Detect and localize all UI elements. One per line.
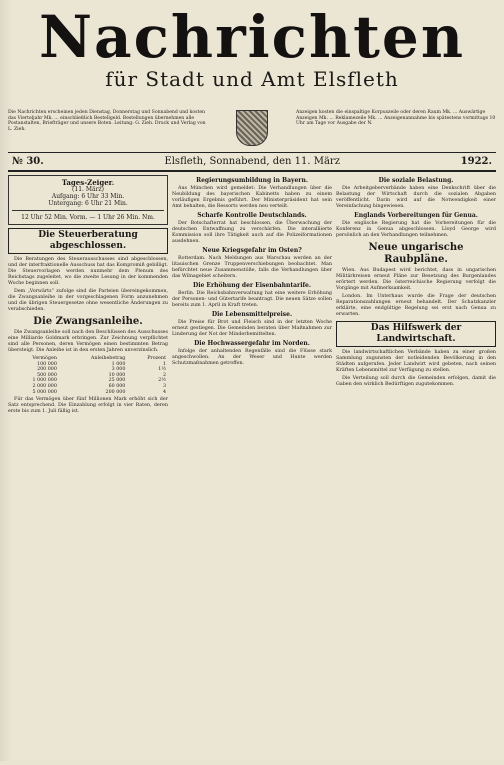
newspaper-subtitle: für Stadt und Amt Elsfleth — [105, 67, 399, 91]
table-cell: 5 000 000 — [32, 389, 57, 395]
article-text: Infolge der anhaltenden Regenfälle sind die Flüsse stark angeschwollen. An der Weser und Hunte werden Schutzmaßnahmen getroffen. — [172, 349, 332, 366]
masthead-info — [8, 110, 496, 153]
article-text: Die Zwangsanleihe soll nach den Beschlüssen des Ausschusses eine Milliarde Goldmark erbringen. Zur Zeichnung verpflichtet sind alle Personen, deren Vermögen einen bestimmten Betrag übersteigt. Die Anleihe ist in den ersten Jahren unverzinslich. — [8, 330, 168, 353]
headline-food-prices: Die Lebensmittelpreise. — [211, 311, 293, 318]
article-text: Dem „Vorwärts“ zufolge sind die Parteien übereingekommen, die Zwangsanleihe in der vorgeschlagenen Form anzunehmen und die übrigen Steuergesetze ohne wesentliche Änderungen zu verabschieden. — [8, 289, 168, 312]
headline-flood: Die Hochwassergefahr im Norden. — [194, 340, 310, 347]
sunrise-line: Aufgang: 6 Uhr 33 Min. — [51, 193, 125, 200]
table-cell: 100 000 — [37, 361, 57, 367]
dateline — [8, 153, 496, 172]
table-cell: 1 — [162, 361, 166, 367]
article-text: Die Verteilung soll durch die Gemeinden erfolgen, damit die Gaben den wirklich Bedürftigen zugutekommen. — [336, 376, 496, 387]
newspaper-title: Nachrichten — [38, 3, 466, 71]
article-text: Die Beratungen des Steuerausschusses sind abgeschlossen, und der interfraktionelle Ausschuss hat das Kompromiß gebilligt. Die Steuervorlagen werden nunmehr dem Plenum des Reichstags zugeleitet, wo die zweite Lesung in der kommenden Woche beginnen soll. — [8, 257, 168, 286]
table-cell: 500 000 — [37, 372, 57, 378]
table-cell: 3 000 — [111, 367, 126, 373]
issue-date: Elsfleth, Sonnabend, den 11. März — [164, 156, 340, 167]
article-text: Die englische Regierung hat die Vorbereitungen für die Konferenz in Genua abgeschlossen. Lloyd George wird persönlich an den Verhandlungen teilnehmen. — [336, 221, 496, 238]
headline-war-danger: Neue Kriegsgefahr im Osten? — [202, 247, 302, 254]
day-indicator-date: (11. März) — [72, 186, 104, 193]
headline-forced-loan: Die Zwangsanleihe. — [33, 316, 143, 327]
day-indicator-box — [8, 175, 168, 225]
headline-agriculture: Das Hilfswerk der Landwirtschaft. — [336, 321, 496, 347]
table-cell: 60 000 — [108, 383, 126, 389]
table-header: Anleihebetrag — [90, 356, 126, 361]
article-text: London. Im Unterhaus wurde die Frage der deutschen Reparationszahlungen erneut behandelt. Der Schatzkanzler erklärte, eine endgültige Regelung sei erst nach Genua zu erwarten. — [336, 294, 496, 317]
headline-railway: Die Erhöhung der Eisenbahntarife. — [193, 282, 311, 289]
table-cell: 25 000 — [108, 378, 126, 384]
article-text: Rotterdam. Nach Meldungen aus Warschau werden an der litauischen Grenze Truppenverschiebungen beobachtet. Man befürchtet neue Zusammenstöße, falls die Verhandlungen über das Wilnagebiet scheitern. — [172, 256, 332, 279]
table-cell: 2 — [162, 372, 166, 378]
headline-social: Die soziale Belastung. — [378, 177, 454, 184]
masthead — [8, 3, 496, 106]
issue-number: № 30. — [12, 156, 44, 167]
table-cell: 1 000 — [111, 361, 126, 367]
headline-tax: Die Steuerberatung abgeschlossen. — [8, 228, 168, 254]
table-cell: 4 — [162, 389, 166, 395]
table-cell: 1½ — [158, 367, 166, 373]
table-cell: 3 — [162, 383, 166, 389]
column-2 — [172, 175, 332, 765]
article-text: Aus München wird gemeldet: Die Verhandlungen über die Neubildung des bayerischen Kabinetts haben zu einem vorläufigen Ergebnis geführt. Der Ministerpräsident hat sein Amt behalten, die Ressorts werden neu verteilt. — [172, 186, 332, 209]
table-cell: 1 000 000 — [32, 378, 57, 384]
article-text: Die Arbeitgeberverbände haben eine Denkschrift über die Belastung der Wirtschaft durch die sozialen Abgaben veröffentlicht. Darin wird auf die Notwendigkeit einer Vereinfachung hingewiesen. — [336, 186, 496, 209]
table-row — [8, 390, 168, 396]
headline-hungary: Neue ungarische Raubpläne. — [368, 242, 464, 265]
headline-genoa: Englands Vorbereitungen für Genua. — [354, 212, 478, 219]
column-3 — [336, 175, 496, 765]
coat-of-arms-icon — [236, 110, 268, 146]
table-header: Vermögen — [32, 356, 57, 361]
issue-year: 1922. — [460, 156, 492, 167]
table-cell: 2½ — [158, 378, 166, 384]
loan-rate-table — [8, 356, 168, 395]
table-cell: 2 000 000 — [32, 383, 57, 389]
subscription-info: Die Nachrichten erscheinen jeden Dienstag, Donnerstag und Sonnabend und kosten das Vierteljahr Mk. ... einschließlich Bestellgeld. Bestellungen übernehmen alle Postanstalten, Briefträger und unsere Boten. Leitung: G. Zieh. Druck und Verlag von L. Zieh. — [8, 110, 206, 132]
article-text: Die Preise für Brot und Fleisch sind in der letzten Woche erneut gestiegen. Die Gemeinden beraten über Maßnahmen zur Linderung der Not der Minderbemittelten. — [172, 320, 332, 337]
article-text: Berlin. Die Reichsbahnverwaltung hat eine weitere Erhöhung der Personen- und Gütertarife beantragt. Die neuen Sätze sollen bereits zum 1. April in Kraft treten. — [172, 291, 332, 308]
article-columns — [8, 175, 496, 765]
advertising-info: Anzeigen kosten die einspaltige Korpuszeile oder deren Raum Mk. ... Auswärtige Anzeigen Mk. ... Reklamezeile Mk. ... Anzeigenannahme bis spätestens vormittags 10 Uhr am Tage vor Ausgabe der N. — [296, 110, 496, 127]
table-header: Prozent — [147, 356, 166, 361]
table-cell: 10 000 — [108, 372, 126, 378]
article-text: Für das Vermögen über fünf Millionen Mark erhöht sich der Satz entsprechend. Die Einzahlung erfolgt in vier Raten, deren erste bis zum 1. Juli fällig ist. — [8, 397, 168, 415]
day-indicator-title: Tages-Zeiger. — [61, 178, 115, 187]
headline-bavaria: Regierungsumbildung in Bayern. — [196, 177, 308, 184]
article-text: Die landwirtschaftlichen Verbände haben zu einer großen Sammlung zugunsten der notleidenden Bevölkerung in den Städten aufgerufen. Jeder Landwirt wird gebeten, nach seinen Kräften Lebensmittel zur Verfügung zu stellen. — [336, 350, 496, 373]
column-1 — [8, 175, 168, 765]
tide-line: 12 Uhr 52 Min. Vorm. — 1 Uhr 26 Min. Nm. — [21, 214, 155, 221]
article-text: Der Botschafterrat hat beschlossen, die Überwachung der deutschen Entwaffnung zu verschärfen. Die interalliierte Kommission soll ihre Tätigkeit auch auf die Polizeiformationen ausdehnen. — [172, 221, 332, 244]
table-cell: 200 000 — [105, 389, 126, 395]
table-cell: 200 000 — [37, 367, 57, 373]
headline-control: Scharfe Kontrolle Deutschlands. — [197, 212, 307, 219]
sunset-line: Untergang: 6 Uhr 21 Min. — [48, 200, 128, 207]
article-text: Wien. Aus Budapest wird berichtet, dass in ungarischen Militärkreisen erneut Pläne zur Besetzung des Burgenlandes erörtert werden. Die österreichische Regierung verfolgt die Vorgänge mit Aufmerksamkeit. — [336, 268, 496, 291]
